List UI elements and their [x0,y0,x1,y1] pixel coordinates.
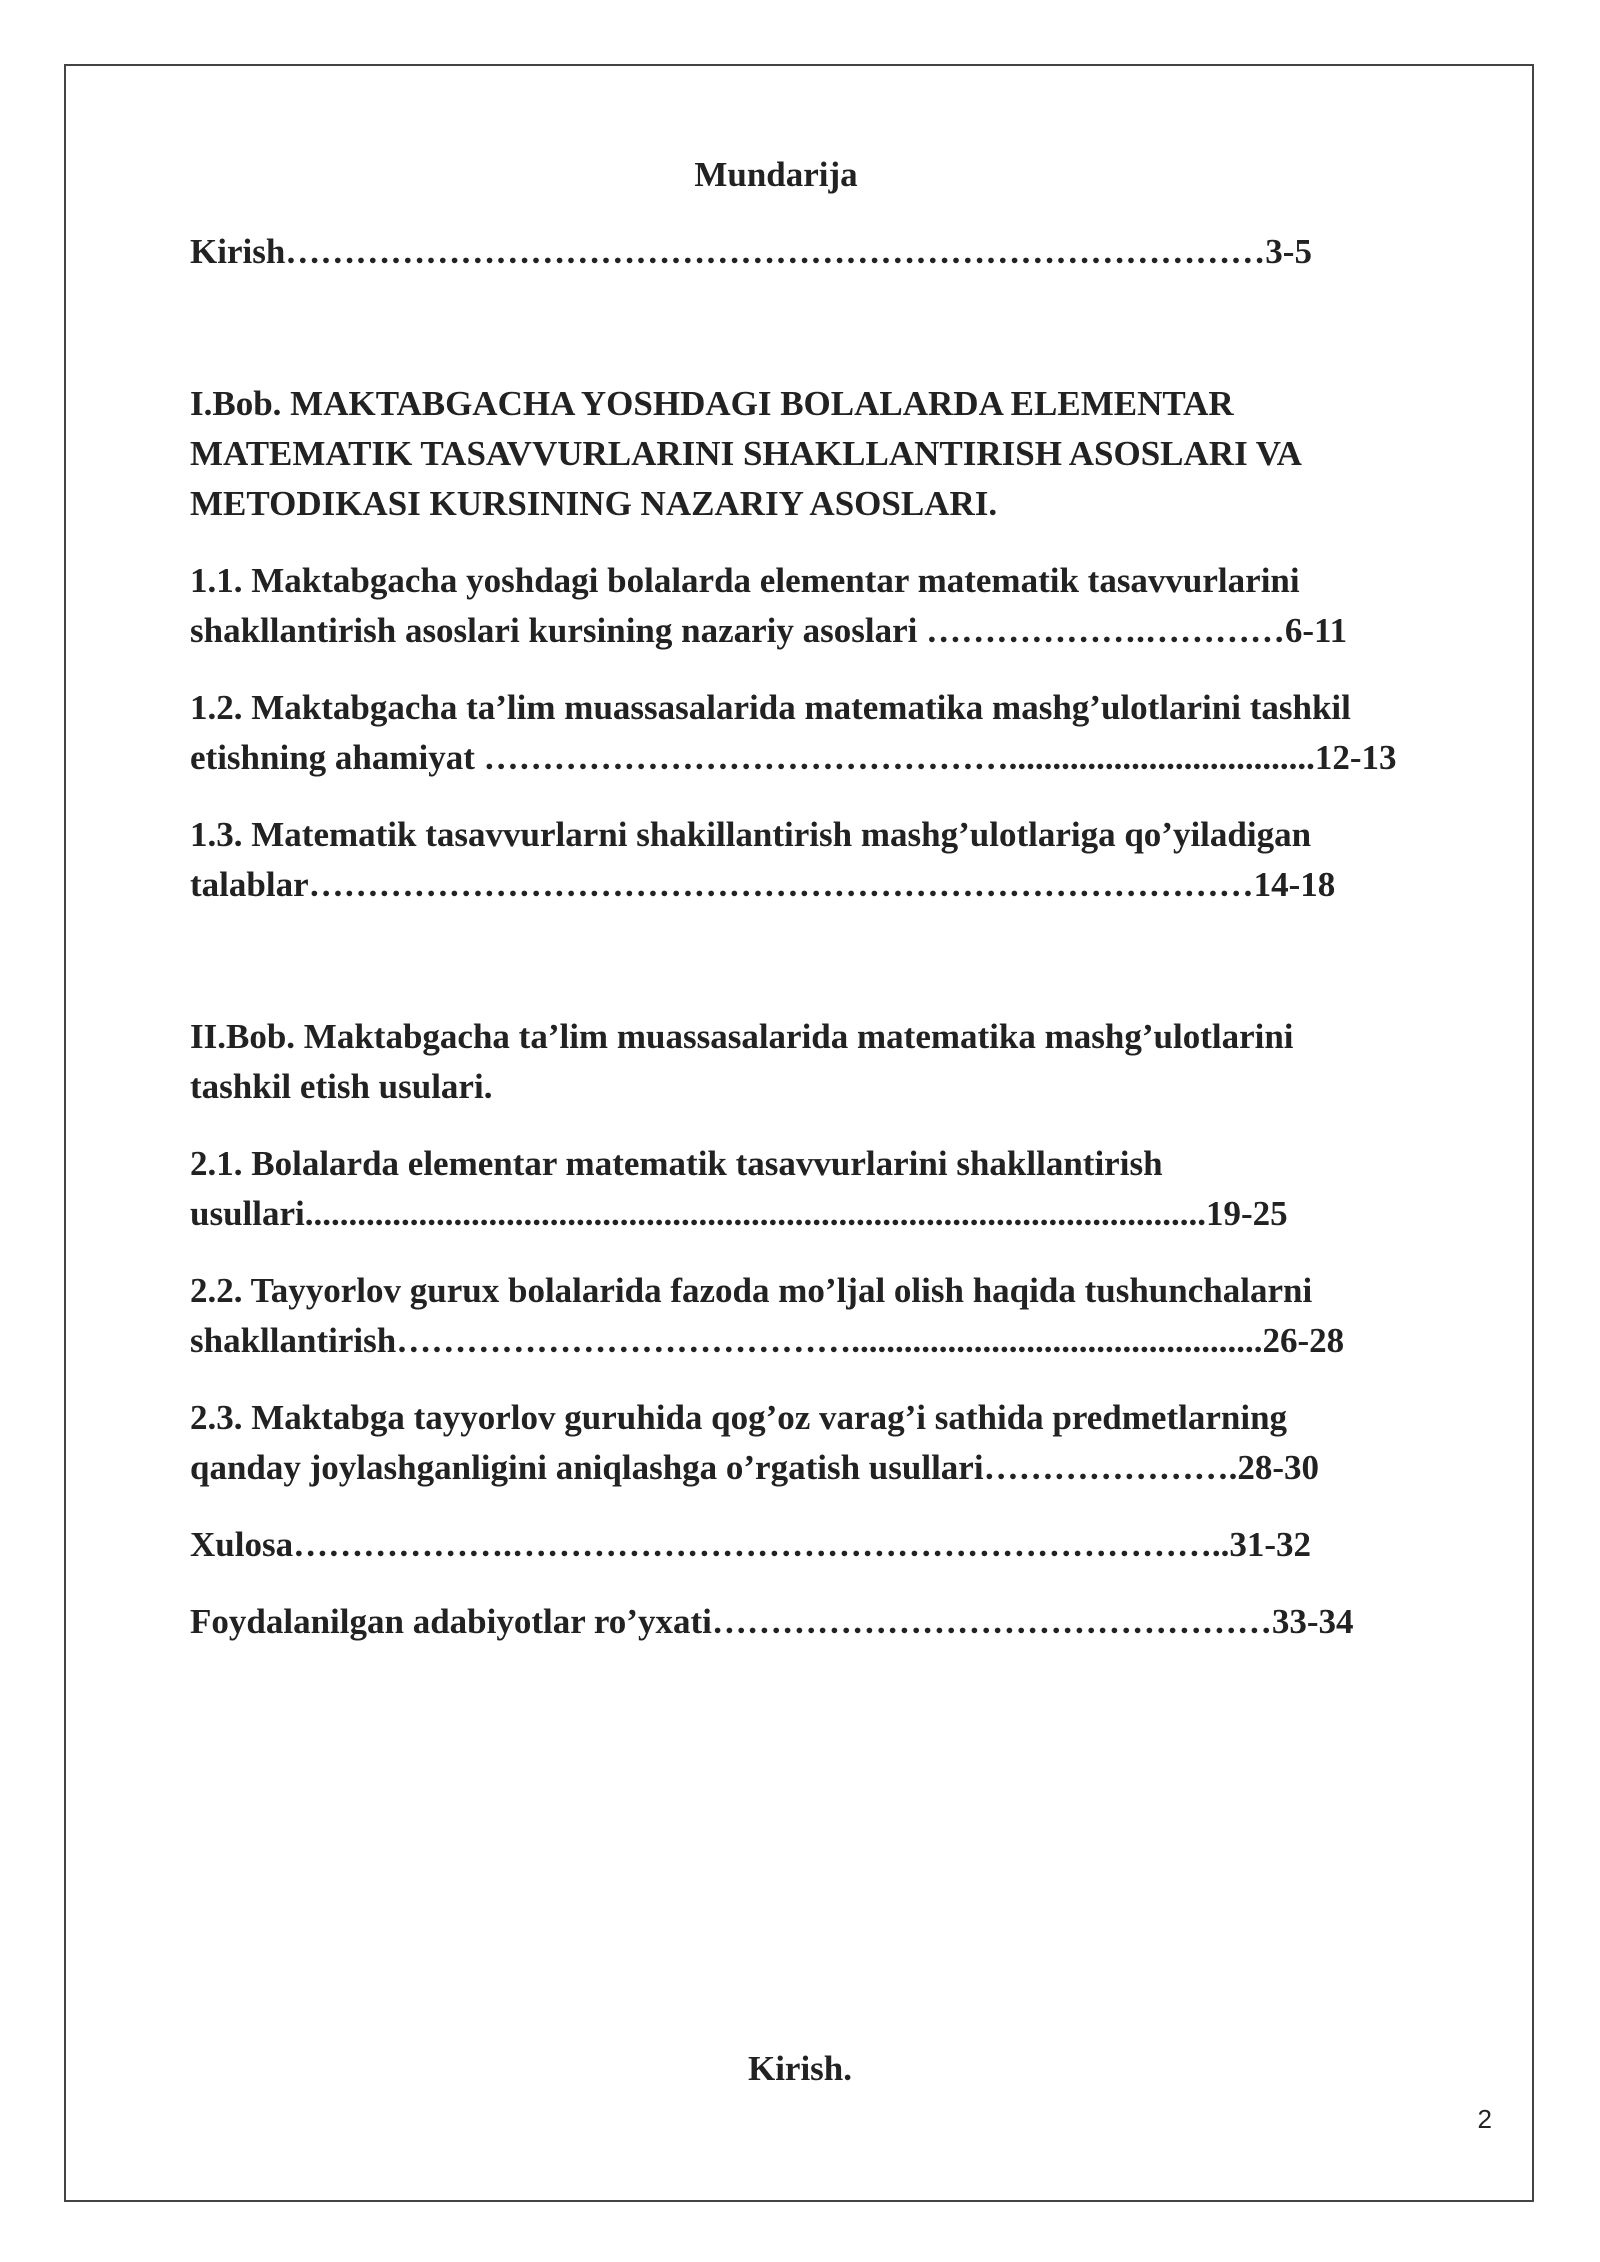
toc-line: I.Bob. MAKTABGACHA YOSHDAGI BOLALARDA ELEMENTAR [190,384,1234,423]
toc-line: METODIKASI KURSINING NAZARIY ASOSLARI. [190,484,998,523]
toc-line: 2.2. Tayyorlov gurux bolalarida fazoda mo’ljal olish haqida tushunchalarni [190,1271,1313,1310]
toc-line: Kirish…………………………………………………………………………3-5 [190,232,1312,271]
toc-line: MATEMATIK TASAVVURLARINI SHAKLLANTIRISH ASOSLARI VA [190,434,1302,473]
toc-line: Foydalanilgan adabiyotlar ro’yxati…………………………………………33-34 [190,1602,1354,1641]
toc-line: II.Bob. Maktabgacha ta’lim muassasalarida matematika mashg’ulotlarini [190,1017,1294,1056]
toc-entry-1-3 [190,810,1490,910]
toc-title: Mundarija [694,155,858,194]
toc-entry-1-2 [190,683,1490,783]
toc-line: 1.1. Maktabgacha yoshdagi bolalarda elementar matematik tasavvurlarini [190,561,1300,600]
toc-line: etishning ahamiyat ………………………………………...................................12-13 [190,738,1397,777]
toc-entry-2-3 [190,1393,1490,1493]
toc-line: usullari.......................................................................................................19-25 [190,1194,1288,1233]
toc-entry-conclusion [190,1520,1490,1570]
toc-line: talablar………………………………………………………………………14-18 [190,865,1336,904]
toc-entry-introduction [190,227,1490,277]
toc-entry-references [190,1597,1490,1647]
toc-entry-2-2 [190,1266,1490,1366]
toc-line: 2.3. Maktabga tayyorlov guruhida qog’oz varag’i sathida predmetlarning [190,1398,1288,1437]
toc-entry-chapter-2 [190,1012,1490,1112]
toc-line: shakllantirish asoslari kursining nazariy asoslari ……………….…………6-11 [190,611,1348,650]
toc-line: tashkil etish usulari. [190,1067,493,1106]
toc-entry-2-1 [190,1139,1490,1239]
toc-line: qanday joylashganligini aniqlashga o’rgatish usullari………………….28-30 [190,1448,1319,1487]
toc-line: 2.1. Bolalarda elementar matematik tasavvurlarini shakllantirish [190,1144,1163,1183]
next-section-title: Kirish. [747,2049,853,2088]
page-number: 2 [1477,2104,1492,2134]
toc-entry-1-1 [190,556,1490,656]
table-of-contents [190,150,1490,1647]
toc-line: 1.3. Matematik tasavvurlarni shakillantirish mashg’ulotlariga qo’yiladigan [190,815,1312,854]
toc-line: shakllantirish…………………………………...............................................26-28 [190,1321,1345,1360]
toc-line: 1.2. Maktabgacha ta’lim muassasalarida matematika mashg’ulotlarini tashkil [190,688,1351,727]
toc-entry-chapter-1 [190,379,1490,529]
toc-line: Xulosa……………….……………………………………………………..31-32 [190,1525,1311,1564]
